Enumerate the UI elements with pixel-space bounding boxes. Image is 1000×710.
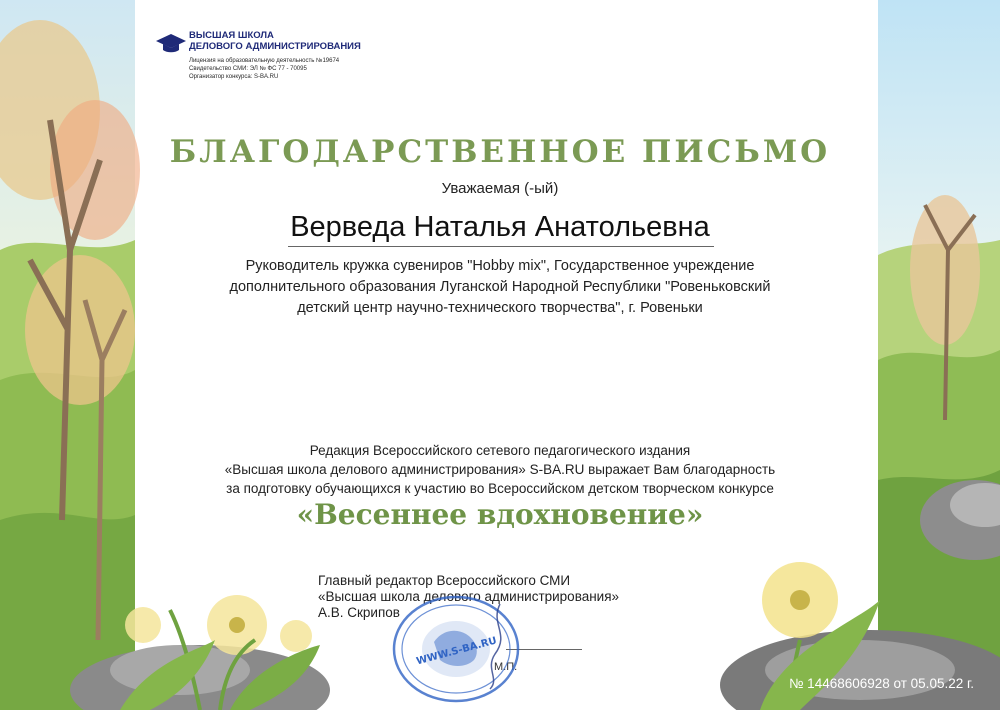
- brand-line-2: ДЕЛОВОГО АДМИНИСТРИРОВАНИЯ: [189, 41, 361, 52]
- recipient-description: [200, 256, 800, 319]
- signer-title: Главный редактор Всероссийского СМИ: [318, 573, 571, 588]
- media-cert-text: Свидетельство СМИ: ЭЛ № ФС 77 - 70095: [189, 66, 307, 72]
- thanks-line: Редакция Всероссийского сетевого педагогического издания: [309, 443, 691, 458]
- thanks-text: [180, 441, 820, 498]
- license-text: Лицензия на образовательную деятельность №19674: [189, 58, 340, 64]
- stamp-place-label: М.П.: [494, 661, 518, 673]
- recipient-name: Верведа Наталья Анатольевна: [290, 211, 710, 243]
- signer-name: А.В. Скрипов: [318, 605, 400, 620]
- graduation-cap-icon: [156, 32, 186, 54]
- thanks-line: за подготовку обучающихся к участию во Всероссийском детском творческом конкурсе: [226, 481, 774, 496]
- name-underline: [288, 246, 714, 247]
- certificate-number: № 14468606928 от 05.05.22 г.: [788, 676, 974, 691]
- official-seal-stamp: [390, 594, 522, 704]
- description-line: Руководитель кружка сувениров "Hobby mix", Государственное учреждение: [245, 258, 755, 274]
- organizer-text: Организатор конкурса: S-BA.RU: [189, 74, 279, 80]
- publisher-brand: [189, 30, 361, 52]
- description-line: детский центр научно-технического творчества", г. Ровеньки: [297, 300, 703, 316]
- certificate-title: БЛАГОДАРСТВЕННОЕ ПИСЬМО: [169, 134, 831, 170]
- brand-line-1: ВЫСШАЯ ШКОЛА: [189, 30, 274, 41]
- greeting: Уважаемая (-ый): [441, 180, 559, 197]
- license-info: [189, 57, 339, 81]
- signer-org: «Высшая школа делового администрирования»: [318, 589, 620, 604]
- thanks-line: «Высшая школа делового администрирования» S-BA.RU выражает Вам благодарность: [224, 462, 776, 477]
- contest-name: «Весеннее вдохновение»: [296, 498, 704, 531]
- seal-text: WWW.S-BA.RU: [415, 635, 498, 668]
- description-line: дополнительного образования Луганской Народной Республики "Ровеньковский: [229, 279, 771, 295]
